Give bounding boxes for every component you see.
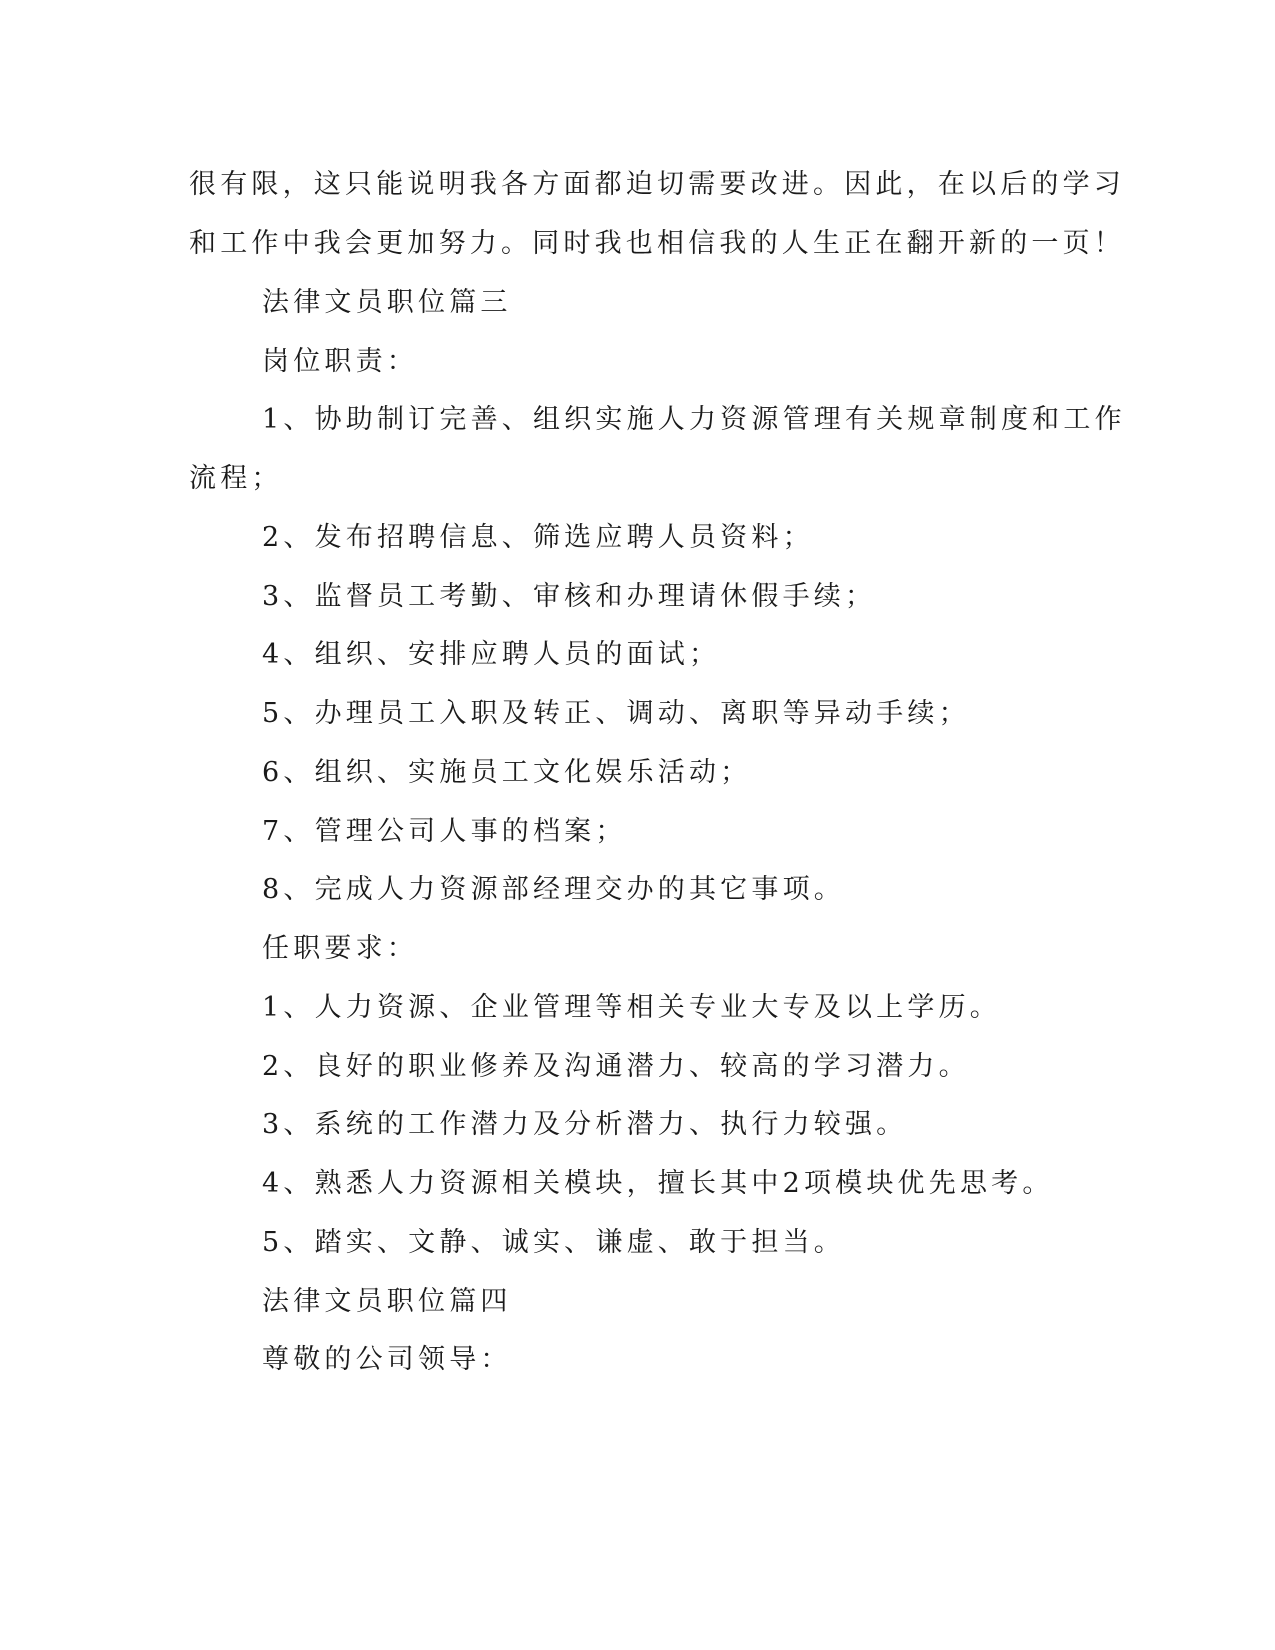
section-title: 法律文员职位篇三 — [262, 287, 512, 318]
salutation: 尊敬的公司领导： — [262, 1344, 512, 1375]
duty-item: 4、组织、安排应聘人员的面试； — [262, 639, 721, 670]
duty-item: 8、完成人力资源部经理交办的其它事项。 — [262, 874, 845, 905]
duties-heading: 岗位职责： — [262, 346, 418, 377]
duty-item: 7、管理公司人事的档案； — [262, 816, 627, 847]
duty-item: 5、办理员工入职及转正、调动、离职等异动手续； — [262, 698, 970, 729]
paragraph-line: 和工作中我会更加努力。同时我也相信我的人生正在翻开新的一页！ — [189, 228, 1125, 259]
duty-item-continuation: 流程； — [189, 463, 283, 494]
requirements-heading: 任职要求： — [262, 933, 418, 964]
paragraph-line: 很有限，这只能说明我各方面都迫切需要改进。因此，在以后的学习 — [189, 169, 1125, 200]
duty-item: 6、组织、实施员工文化娱乐活动； — [262, 757, 752, 788]
duty-item: 2、发布招聘信息、筛选应聘人员资料； — [262, 522, 814, 553]
section-title: 法律文员职位篇四 — [262, 1286, 512, 1317]
requirement-item: 1、人力资源、企业管理等相关专业大专及以上学历。 — [262, 992, 1001, 1023]
duty-item: 3、监督员工考勤、审核和办理请休假手续； — [262, 581, 877, 612]
requirement-item: 3、系统的工作潜力及分析潜力、执行力较强。 — [262, 1109, 908, 1140]
duty-item: 1、协助制订完善、组织实施人力资源管理有关规章制度和工作 — [262, 404, 1126, 435]
requirement-item: 4、熟悉人力资源相关模块，擅长其中2项模块优先思考。 — [262, 1168, 1054, 1199]
requirement-item: 2、良好的职业修养及沟通潜力、较高的学习潜力。 — [262, 1051, 970, 1082]
requirement-item: 5、踏实、文静、诚实、谦虚、敢于担当。 — [262, 1227, 845, 1258]
